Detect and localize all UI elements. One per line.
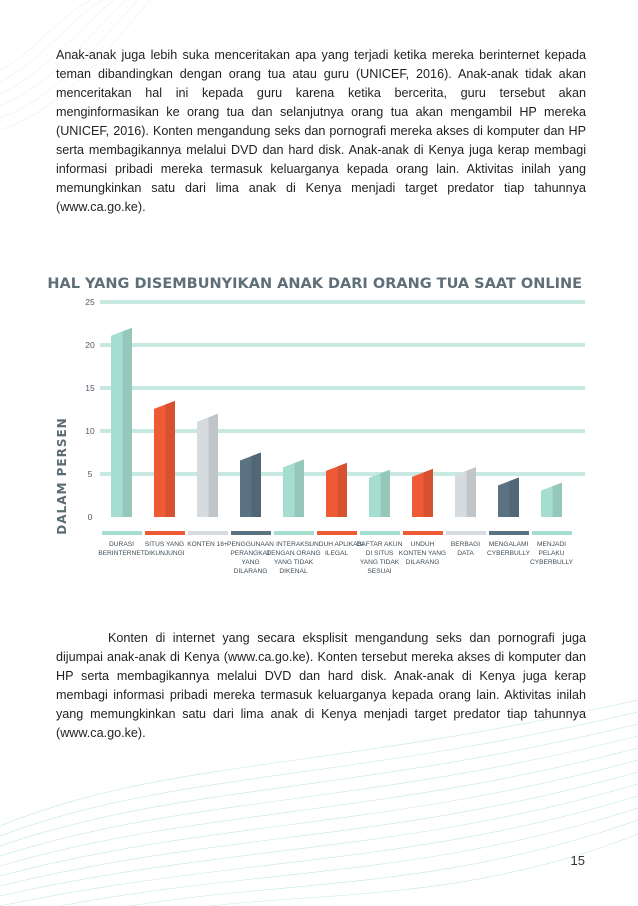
category-color-strips	[102, 531, 572, 535]
y-axis-label: DALAM PERSEN	[55, 417, 69, 535]
x-tick-label: YANG TIDAK	[273, 559, 314, 566]
x-tick-label: CYBERBULLY	[486, 550, 531, 557]
x-tick-label: DENGAN ORANG	[266, 550, 321, 557]
bar-shade	[295, 459, 304, 517]
category-strip	[446, 531, 486, 535]
bar-chart	[0, 260, 638, 600]
category-strip	[317, 531, 357, 535]
x-tick-label: KONTEN YANG	[398, 550, 447, 557]
category-strip	[145, 531, 185, 535]
x-tick-label: DILARANG	[233, 568, 268, 575]
page-number: 15	[570, 853, 585, 868]
bar-shade	[510, 477, 519, 517]
bar-shade	[553, 483, 562, 517]
x-tick-label: PERANGKAT	[230, 550, 271, 557]
body-paragraph-2: Konten di internet yang secara eksplisit mengandung seks dan pornografi juga dijumpai anak-anak di Kenya (www.ca.go.ke). Konten tersebut mereka akses di komputer dan HP serta membagikannya melalui DVD dan hard disk. Anak-anak di Kenya juga kerap membagi informasi pribadi mereka termasuk keluarganya kepada orang lain. Aktivitas inilah yang memungkinkan satu dari lima anak di Kenya menjadi target predator tiap tahunnya (www.ca.go.ke).	[56, 631, 586, 740]
bar	[197, 414, 218, 517]
y-tick-label: 25	[85, 297, 95, 307]
bar	[455, 467, 476, 517]
x-tick-label: SITUS YANG	[144, 541, 185, 548]
bar-shade	[209, 414, 218, 517]
category-strip	[188, 531, 228, 535]
x-tick-label: MENJADI	[537, 541, 566, 548]
x-tick-label: DI SITUS	[365, 550, 394, 557]
x-tick-label: PENGGUNAAN	[227, 541, 274, 548]
x-tick-label: DIKENAL	[279, 568, 308, 575]
x-tick-label: INTERAKSI	[276, 541, 311, 548]
category-strip	[360, 531, 400, 535]
x-tick-label: CYBERBULLY	[529, 559, 574, 566]
bar	[154, 401, 175, 517]
bar-shade	[252, 453, 261, 518]
x-tick-label: PELAKU	[538, 550, 565, 557]
y-tick-label: 15	[85, 383, 95, 393]
bar-shade	[424, 469, 433, 517]
bar	[283, 459, 304, 517]
bar	[412, 469, 433, 517]
category-strip	[102, 531, 142, 535]
y-axis-ticks	[85, 297, 95, 522]
y-tick-label: 20	[85, 340, 95, 350]
y-tick-label: 10	[85, 426, 95, 436]
bar	[111, 328, 132, 517]
x-tick-label: DURASI	[109, 541, 134, 548]
y-tick-label: 0	[87, 512, 93, 522]
x-axis-labels	[98, 541, 573, 575]
bar-shade	[123, 328, 132, 517]
category-strip	[231, 531, 271, 535]
bar	[240, 453, 261, 518]
body-paragraph-1: Anak-anak juga lebih suka menceritakan apa yang terjadi ketika mereka berinternet kepada teman dibandingkan dengan orang tua atau guru (UNICEF, 2016). Anak-anak tidak akan menceritakan hal ini kepada guru karena ketika bercerita, guru tersebut akan menginformasikan ke orang tua dan selanjutnya orang tua akan mengambil HP mereka (UNICEF, 2016). Konten mengandung seks dan pornografi mereka akses di komputer dan HP serta membagikannya melalui DVD dan hard disk. Anak-anak di Kenya juga kerap membagi informasi pribadi mereka termasuk keluarganya kepada orang lain. Aktivitas inilah yang memungkinkan satu dari lima anak di Kenya menjadi target predator tiap tahunnya (www.ca.go.ke).	[56, 48, 586, 214]
bar-shade	[381, 470, 390, 517]
bar	[326, 463, 347, 517]
category-strip	[489, 531, 529, 535]
x-tick-label: MENGALAMI	[488, 541, 529, 548]
x-tick-label: BERBAGI	[450, 541, 481, 548]
x-tick-label: ILEGAL	[324, 550, 349, 557]
bars	[111, 328, 562, 517]
x-tick-label: UNDUH	[410, 541, 435, 548]
bar	[369, 470, 390, 517]
x-tick-label: YANG	[241, 559, 260, 566]
x-tick-label: YANG TIDAK	[359, 559, 400, 566]
category-strip	[403, 531, 443, 535]
x-tick-label: DATA	[457, 550, 474, 557]
bar-shade	[166, 401, 175, 517]
y-tick-label: 5	[87, 469, 93, 479]
x-tick-label: UNDUH APLIKASI	[309, 541, 364, 548]
category-strip	[532, 531, 572, 535]
bar-shade	[467, 467, 476, 517]
category-strip	[274, 531, 314, 535]
x-tick-label: KONTEN 18+	[187, 541, 228, 548]
bar	[541, 483, 562, 517]
x-tick-label: BERINTERNET	[98, 550, 145, 557]
bar	[498, 477, 519, 517]
chart-title: HAL YANG DISEMBUNYIKAN ANAK DARI ORANG TUA SAAT ONLINE	[47, 276, 582, 292]
x-tick-label: DAFTAR AKUN	[356, 541, 403, 548]
x-tick-label: DIKUNJUNGI	[144, 550, 185, 557]
x-tick-label: SESUAI	[367, 568, 392, 575]
x-tick-label: DILARANG	[405, 559, 440, 566]
bar-shade	[338, 463, 347, 517]
